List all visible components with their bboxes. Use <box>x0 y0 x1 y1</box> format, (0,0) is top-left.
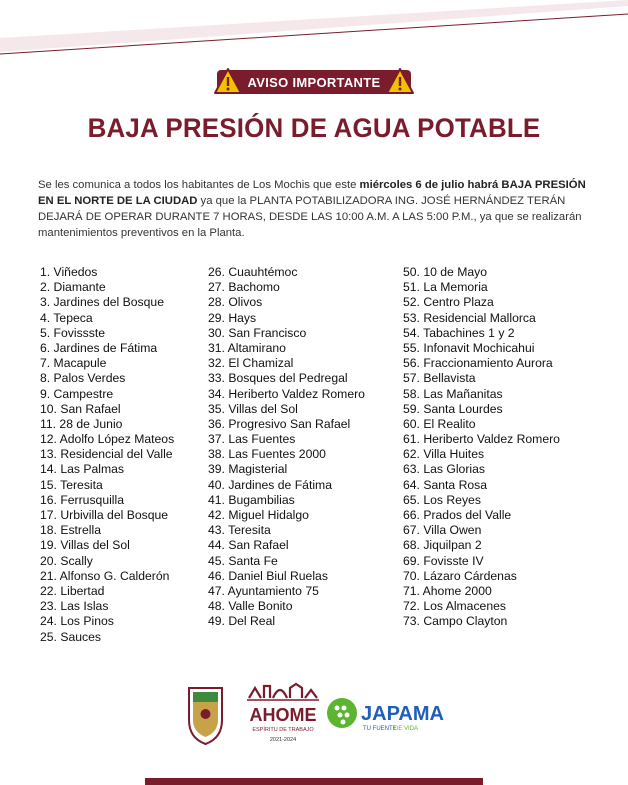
list-item: 58. Las Mañanitas <box>403 386 503 401</box>
list-item: 59. Santa Lourdes <box>403 401 503 416</box>
list-item: 62. Villa Huites <box>403 447 485 462</box>
intro-text: Se les comunica a todos los habitantes de Los Mochis que este <box>38 179 360 192</box>
list-item: 9. Campestre <box>40 386 114 401</box>
list-item: 4. Tepeca <box>40 310 93 325</box>
ahome-years: 2021-2024 <box>269 737 297 743</box>
list-item: 67. Villa Owen <box>403 523 482 538</box>
list-item: 27. Bachomo <box>208 280 280 295</box>
list-item: 44. San Rafael <box>208 538 289 553</box>
list-item: 65. Los Reyes <box>403 492 481 507</box>
list-item: 37. Las Fuentes <box>208 432 296 447</box>
japama-logo <box>327 698 444 732</box>
list-item: 15. Teresita <box>40 477 103 492</box>
list-item: 22. Libertad <box>40 583 105 598</box>
list-item: 18. Estrella <box>40 523 101 538</box>
aviso-banner <box>217 70 411 94</box>
list-item: 7. Macapule <box>40 356 107 371</box>
list-item: 3. Jardines del Bosque <box>40 295 164 310</box>
list-item: 32. El Chamizal <box>208 356 294 371</box>
japama-slogan: TU FUENTE <box>363 726 397 732</box>
list-item: 23. Las Islas <box>40 599 109 614</box>
list-item: 51. La Memoria <box>403 280 488 295</box>
japama-slogan-accent: DE VIDA <box>394 726 419 732</box>
list-item: 72. Los Almacenes <box>403 599 506 614</box>
list-item: 35. Villas del Sol <box>208 401 298 416</box>
list-item: 57. Bellavista <box>403 371 476 386</box>
list-item: 70. Lázaro Cárdenas <box>403 568 517 583</box>
warning-icon <box>385 67 415 95</box>
bottom-bar <box>145 778 483 785</box>
list-item: 73. Campo Clayton <box>403 614 508 629</box>
list-item: 40. Jardines de Fátima <box>208 477 332 492</box>
list-item: 25. Sauces <box>40 629 101 644</box>
list-item: 20. Scally <box>40 553 93 568</box>
list-item: 34. Heriberto Valdez Romero <box>208 386 365 401</box>
list-item: 41. Bugambilias <box>208 492 295 507</box>
list-item: 24. Los Pinos <box>40 614 114 629</box>
list-item: 26. Cuauhtémoc <box>208 265 298 279</box>
list-item: 52. Centro Plaza <box>403 295 494 310</box>
list-item: 19. Villas del Sol <box>40 538 130 553</box>
shield-logo <box>189 688 222 744</box>
list-item: 71. Ahome 2000 <box>403 583 492 598</box>
list-item: 64. Santa Rosa <box>403 477 488 492</box>
list-item: 66. Prados del Valle <box>403 508 512 522</box>
japama-name: JAPAMA <box>361 703 444 725</box>
header-decoration <box>0 0 628 60</box>
page-title: BAJA PRESIÓN DE AGUA POTABLE <box>87 113 541 143</box>
list-item: 47. Ayuntamiento 75 <box>208 583 319 598</box>
list-item: 53. Residencial Mallorca <box>403 310 536 325</box>
list-item: 55. Infonavit Mochicahui <box>403 340 535 355</box>
list-item: 49. Del Real <box>208 614 276 629</box>
ahome-slogan: ESPÍRITU DE TRABAJO <box>252 727 314 733</box>
list-item: 29. Hays <box>208 310 257 325</box>
aviso-label: AVISO IMPORTANTE <box>247 74 381 90</box>
colonias-column-1 <box>40 265 174 645</box>
list-item: 69. Fovisste IV <box>403 553 484 568</box>
list-item: 60. El Realito <box>403 416 476 431</box>
list-item: 56. Fraccionamiento Aurora <box>403 356 553 371</box>
intro-highlight: miércoles 6 de julio habrá BAJA PRESIÓN EN EL NORTE DE LA CIUDAD <box>38 179 586 208</box>
list-item: 10. San Rafael <box>40 401 121 416</box>
list-item: 17. Urbivilla del Bosque <box>40 508 169 522</box>
list-item: 1. Viñedos <box>40 265 98 279</box>
list-item: 39. Magisterial <box>208 462 288 477</box>
list-item: 38. Las Fuentes 2000 <box>208 447 326 462</box>
list-item: 36. Progresivo San Rafael <box>208 416 351 431</box>
list-item: 54. Tabachines 1 y 2 <box>403 325 515 340</box>
list-item: 28. Olivos <box>208 295 263 310</box>
list-item: 42. Miguel Hidalgo <box>208 508 309 522</box>
list-item: 43. Teresita <box>208 523 271 538</box>
list-item: 68. Jiquilpan 2 <box>403 538 482 553</box>
list-item: 61. Heriberto Valdez Romero <box>403 432 560 447</box>
list-item: 45. Santa Fe <box>208 553 278 568</box>
list-item: 11. 28 de Junio <box>40 416 123 431</box>
list-item: 5. Fovissste <box>40 325 106 340</box>
list-item: 14. Las Palmas <box>40 462 125 477</box>
intro-text: ya que la PLANTA POTABILIZADORA ING. JOSÉ HERNÁNDEZ TERÁN DEJARÁ DE OPERAR DURANTE 7 HORAS, DESDE LAS 10:00 A.M. A LAS 5:00 P.M., ya que se realizarán mantenimientos preventivos en la Planta. <box>38 195 582 240</box>
list-item: 46. Daniel Biul Ruelas <box>208 568 328 583</box>
ahome-logo <box>247 684 319 743</box>
list-item: 12. Adolfo López Mateos <box>40 432 175 447</box>
list-item: 50. 10 de Mayo <box>403 265 488 279</box>
colonias-column-3 <box>403 265 560 630</box>
list-item: 2. Diamante <box>40 280 106 295</box>
colonias-column-2 <box>208 265 365 630</box>
list-item: 48. Valle Bonito <box>208 599 293 614</box>
list-item: 6. Jardines de Fátima <box>40 340 158 355</box>
list-item: 8. Palos Verdes <box>40 371 126 386</box>
intro-paragraph <box>38 177 593 241</box>
list-item: 16. Ferrusquilla <box>40 492 124 507</box>
warning-icon <box>213 67 243 95</box>
list-item: 30. San Francisco <box>208 325 307 340</box>
list-item: 63. Las Glorias <box>403 462 485 477</box>
list-item: 21. Alfonso G. Calderón <box>40 568 170 583</box>
colonias-list <box>40 265 600 645</box>
logos-footer <box>0 680 628 750</box>
list-item: 31. Altamirano <box>208 340 286 355</box>
list-item: 13. Residencial del Valle <box>40 447 173 462</box>
list-item: 33. Bosques del Pedregal <box>208 371 348 386</box>
ahome-name: AHOME <box>249 705 317 725</box>
